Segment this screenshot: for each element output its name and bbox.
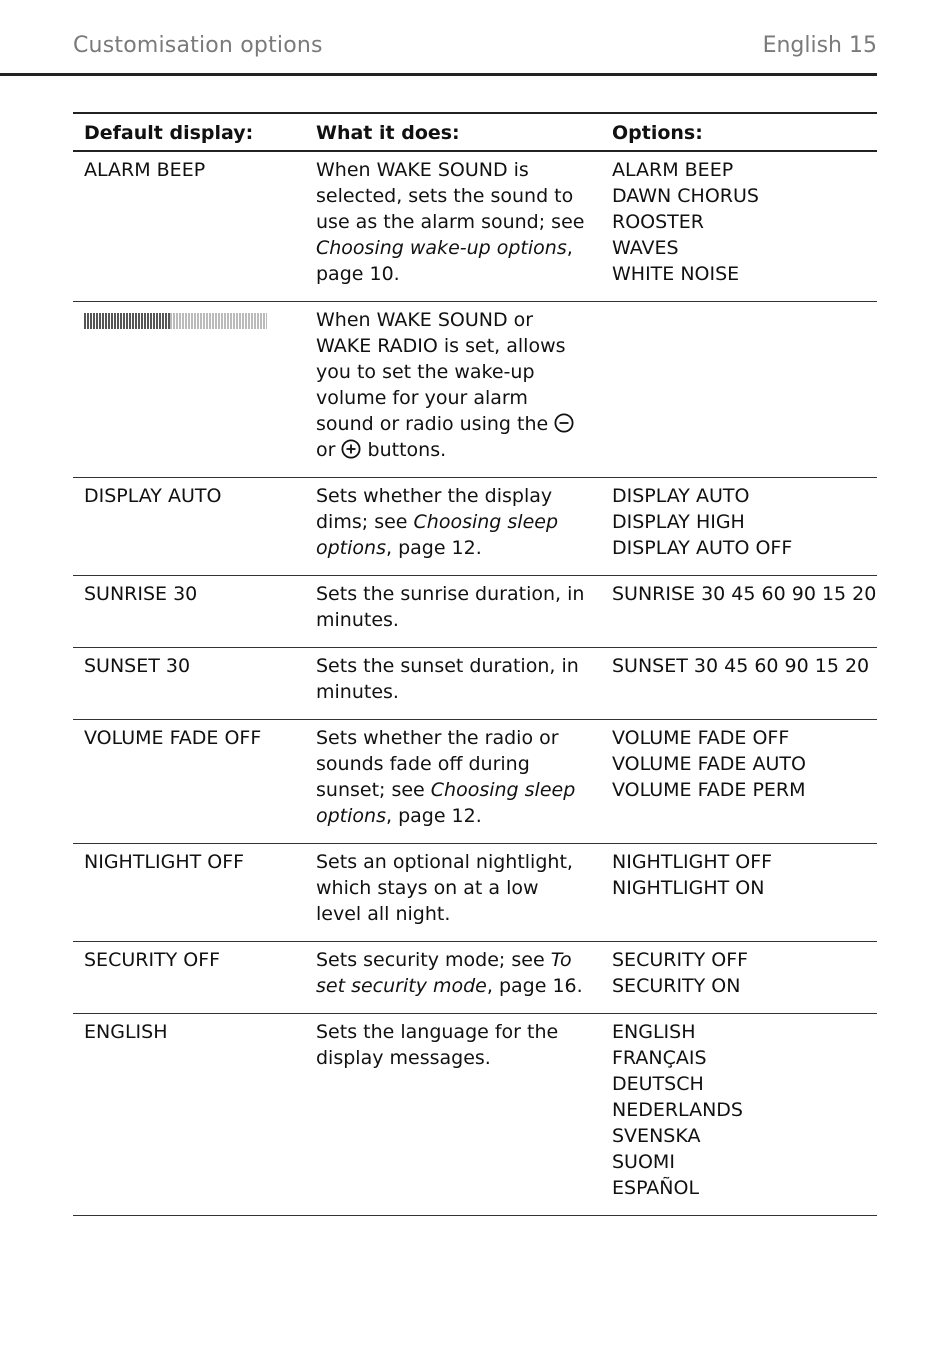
- option-item: SUNSET 30 45 60 90 15 20: [612, 655, 870, 677]
- options-cell: [601, 576, 877, 648]
- column-header-options: Options:: [601, 113, 877, 151]
- customisation-options-table: [73, 112, 877, 1216]
- description-cell: Sets the language for the display messages.: [305, 1014, 601, 1216]
- description-text: Sets whether the radio or sounds fade off during sunset; see: [316, 727, 559, 801]
- option-item: NEDERLANDS: [612, 1099, 743, 1121]
- default-display-cell: VOLUME FADE OFF: [73, 720, 305, 844]
- description-cell: [305, 942, 601, 1014]
- table-row: [73, 151, 877, 302]
- description-cell: Sets the sunset duration, in minutes.: [305, 648, 601, 720]
- default-display-cell: SUNRISE 30: [73, 576, 305, 648]
- description-text: , page 12.: [385, 537, 482, 559]
- options-table-container: [73, 112, 877, 1216]
- options-cell: [601, 844, 877, 942]
- table-row: [73, 942, 877, 1014]
- option-item: VOLUME FADE AUTO: [612, 753, 806, 775]
- default-display-cell: SUNSET 30: [73, 648, 305, 720]
- options-cell: [601, 720, 877, 844]
- description-text: buttons.: [361, 439, 447, 461]
- column-header-default-display: Default display:: [73, 113, 305, 151]
- option-item: ALARM BEEP: [612, 159, 734, 181]
- options-cell: [601, 478, 877, 576]
- table-row: [73, 844, 877, 942]
- cross-reference: Choosing sleep options: [316, 779, 576, 827]
- description-text: When WAKE SOUND or WAKE RADIO is set, allows you to set the wake-up volume for your alarm sound or radio using the: [316, 309, 566, 435]
- volume-level-bar-icon: [84, 313, 267, 329]
- table-row: [73, 302, 877, 478]
- page-header: [0, 0, 877, 76]
- default-display-cell: SECURITY OFF: [73, 942, 305, 1014]
- option-item: DISPLAY HIGH: [612, 511, 745, 533]
- description-text: , page 10.: [316, 237, 573, 285]
- option-item: NIGHTLIGHT ON: [612, 877, 765, 899]
- option-item: SUOMI: [612, 1151, 675, 1173]
- table-row: [73, 1014, 877, 1216]
- default-display-cell: ENGLISH: [73, 1014, 305, 1216]
- default-display-cell: [73, 302, 305, 478]
- default-display-cell: DISPLAY AUTO: [73, 478, 305, 576]
- option-item: SVENSKA: [612, 1125, 701, 1147]
- description-cell: Sets the sunrise duration, in minutes.: [305, 576, 601, 648]
- option-item: DISPLAY AUTO: [612, 485, 750, 507]
- minus-button-icon: [554, 413, 574, 433]
- cross-reference: Choosing sleep options: [316, 511, 559, 559]
- option-item: SUNRISE 30 45 60 90 15 20: [612, 583, 877, 605]
- option-item: VOLUME FADE PERM: [612, 779, 806, 801]
- page-number: English 15: [762, 33, 877, 58]
- option-item: VOLUME FADE OFF: [612, 727, 790, 749]
- section-title: Customisation options: [73, 33, 323, 58]
- option-item: WHITE NOISE: [612, 263, 740, 285]
- description-text: , page 16.: [486, 975, 583, 997]
- options-cell: [601, 1014, 877, 1216]
- options-cell: [601, 648, 877, 720]
- options-cell: [601, 151, 877, 302]
- option-item: FRANÇAIS: [612, 1047, 707, 1069]
- description-cell: [305, 720, 601, 844]
- description-cell: Sets an optional nightlight, which stays on at a low level all night.: [305, 844, 601, 942]
- description-text: Sets whether the display dims; see: [316, 485, 553, 533]
- description-text: When WAKE SOUND is selected, sets the sound to use as the alarm sound; see: [316, 159, 585, 233]
- description-text: , page 12.: [385, 805, 482, 827]
- table-row: [73, 576, 877, 648]
- option-item: DEUTSCH: [612, 1073, 704, 1095]
- options-cell: [601, 302, 877, 478]
- column-header-what-it-does: What it does:: [305, 113, 601, 151]
- cross-reference: Choosing wake-up options: [316, 237, 567, 259]
- table-row: [73, 648, 877, 720]
- option-item: DAWN CHORUS: [612, 185, 759, 207]
- default-display-cell: NIGHTLIGHT OFF: [73, 844, 305, 942]
- table-row: [73, 478, 877, 576]
- option-item: NIGHTLIGHT OFF: [612, 851, 773, 873]
- description-cell: [305, 478, 601, 576]
- option-item: ENGLISH: [612, 1021, 696, 1043]
- description-text: Sets security mode; see: [316, 949, 551, 971]
- option-item: SECURITY ON: [612, 975, 741, 997]
- option-item: ROOSTER: [612, 211, 704, 233]
- description-text: or: [316, 439, 342, 461]
- default-display-cell: ALARM BEEP: [73, 151, 305, 302]
- option-item: DISPLAY AUTO OFF: [612, 537, 793, 559]
- description-cell: [305, 151, 601, 302]
- table-row: [73, 720, 877, 844]
- option-item: SECURITY OFF: [612, 949, 749, 971]
- option-item: ESPAÑOL: [612, 1177, 700, 1199]
- option-item: WAVES: [612, 237, 679, 259]
- plus-button-icon: [341, 439, 361, 459]
- options-cell: [601, 942, 877, 1014]
- table-header-row: [73, 113, 877, 151]
- cross-reference: To set security mode: [316, 949, 572, 997]
- description-cell: [305, 302, 601, 478]
